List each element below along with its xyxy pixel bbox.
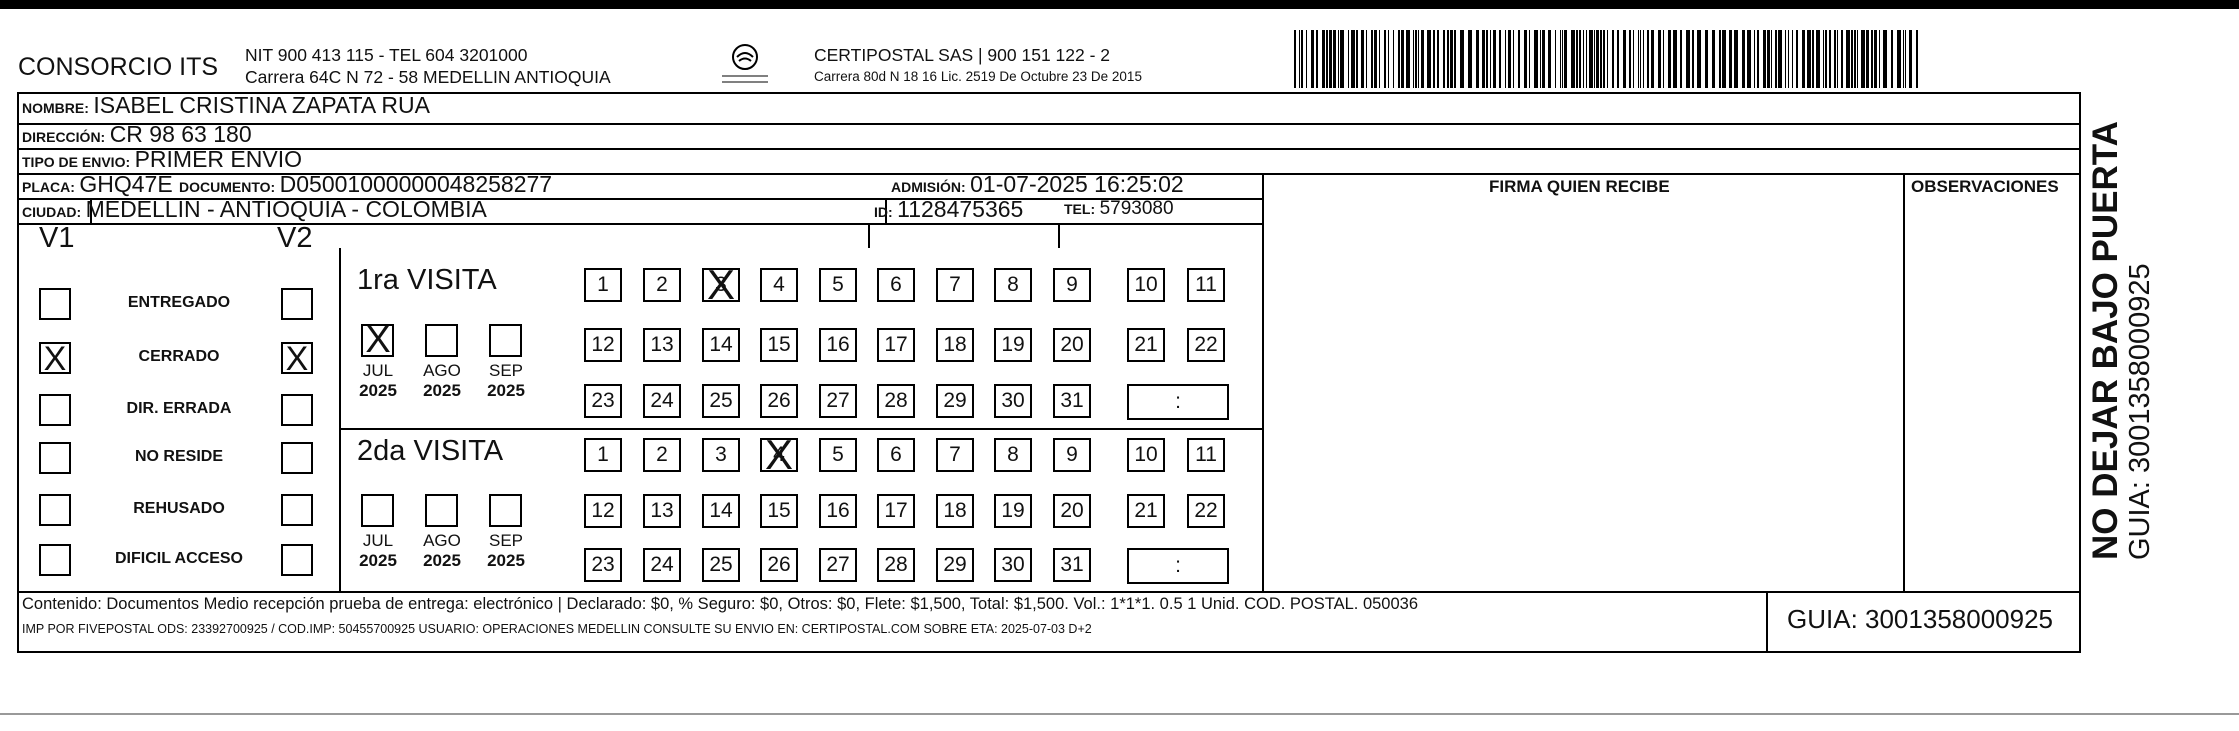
visit2-day-9[interactable]: 9	[1053, 438, 1091, 472]
visit2-day-4[interactable]: 4 X	[760, 438, 798, 472]
visit2-day-7[interactable]: 7	[936, 438, 974, 472]
visit2-day-23[interactable]: 23	[584, 548, 622, 582]
tipo-envio-row	[22, 146, 302, 173]
documento-label: DOCUMENTO:	[179, 179, 276, 195]
observaciones-header: OBSERVACIONES	[1911, 177, 2059, 196]
carrier-info-block	[814, 44, 1142, 88]
visit2-day-5[interactable]: 5	[819, 438, 857, 472]
visit1-day-6[interactable]: 6	[877, 268, 915, 302]
admision-cell	[891, 171, 1184, 198]
v2-header: V2	[277, 222, 313, 254]
direccion-row	[22, 121, 252, 148]
v1-checkbox-dificil-acceso[interactable]	[39, 544, 71, 576]
visit1-day-23[interactable]: 23	[584, 384, 622, 418]
visit2-day-24[interactable]: 24	[643, 548, 681, 582]
visit2-title: 2da VISITA	[357, 435, 504, 467]
tipo-envio-value: PRIMER ENVIO	[134, 146, 302, 172]
visit1-day-17[interactable]: 17	[877, 328, 915, 362]
visit1-day-21[interactable]: 21	[1127, 328, 1165, 362]
visit1-day-7[interactable]: 7	[936, 268, 974, 302]
visit2-day-6[interactable]: 6	[877, 438, 915, 472]
visit2-day-31[interactable]: 31	[1053, 548, 1091, 582]
visit2-day-30[interactable]: 30	[994, 548, 1032, 582]
visit1-month-label: JUL 2025	[359, 361, 397, 400]
visit1-day-3[interactable]: 3 X	[702, 268, 740, 302]
visit2-day-16[interactable]: 16	[819, 494, 857, 528]
visit2-day-27[interactable]: 27	[819, 548, 857, 582]
visit2-day-21[interactable]: 21	[1127, 494, 1165, 528]
visit2-day-14[interactable]: 14	[702, 494, 740, 528]
status-label-dir-errada: DIR. ERRADA	[126, 400, 232, 417]
nombre-value: ISABEL CRISTINA ZAPATA RUA	[93, 92, 430, 118]
v2-checkbox-rehusado[interactable]	[281, 494, 313, 526]
id-value: 1128475365	[897, 196, 1024, 222]
side-labels	[2087, 121, 2155, 560]
visit1-day-30[interactable]: 30	[994, 384, 1032, 418]
visit2-day-18[interactable]: 18	[936, 494, 974, 528]
nombre-label: NOMBRE:	[22, 100, 89, 116]
placa-value: GHQ47E	[79, 171, 173, 197]
visit2-time-field[interactable]: :	[1127, 548, 1229, 584]
visit1-day-26[interactable]: 26	[760, 384, 798, 418]
visit1-day-9[interactable]: 9	[1053, 268, 1091, 302]
visit1-day-8[interactable]: 8	[994, 268, 1032, 302]
side-guia: GUIA: 3001358000925	[2124, 263, 2156, 560]
visit2-day-3[interactable]: 3	[702, 438, 740, 472]
visit2-day-29[interactable]: 29	[936, 548, 974, 582]
status-label-entregado: ENTREGADO	[127, 294, 231, 311]
visit1-month-checkbox-jul[interactable]	[361, 324, 394, 357]
visit1-day-1[interactable]: 1	[584, 268, 622, 302]
v2-checkbox-dir-errada[interactable]	[281, 394, 313, 426]
visit2-day-19[interactable]: 19	[994, 494, 1032, 528]
id-label: ID:	[874, 204, 893, 220]
v2-checkbox-no-reside[interactable]	[281, 442, 313, 474]
footer-imp-line: IMP POR FIVEPOSTAL ODS: 23392700925 / COD.IMP: 50455700925 USUARIO: OPERACIONES MEDELLIN CONSULTE SU ENVIO EN: CERTIPOSTAL.COM SOBRE ETA: 2025-07-03 D+2	[22, 622, 1092, 636]
visit2-month-checkbox-ago[interactable]	[425, 494, 458, 527]
status-label-dificil-acceso: DIFICIL ACCESO	[114, 550, 243, 567]
footer-content-line: Contenido: Documentos Medio recepción prueba de entrega: electrónico | Declarado: $0, % Seguro: $0, Otros: $0, Flete: $1,500, Total: $1,500. Vol.: 1*1*1. 0.5 1 Unid. COD. POSTAL. 050036	[22, 595, 1419, 613]
visit2-day-1[interactable]: 1	[584, 438, 622, 472]
status-label-no-reside: NO RESIDE	[134, 448, 223, 465]
visit1-day-2[interactable]: 2	[643, 268, 681, 302]
documento-cell	[179, 171, 552, 198]
company-nit-line: NIT 900 413 115 - TEL 604 3201000	[245, 45, 528, 65]
visit1-month-label: AGO 2025	[423, 361, 461, 400]
v1-checkbox-rehusado[interactable]	[39, 494, 71, 526]
visit1-day-10[interactable]: 10	[1127, 268, 1165, 302]
visit1-month-label: SEP 2025	[487, 361, 525, 400]
tel-label: TEL:	[1064, 201, 1096, 217]
tel-value: 5793080	[1099, 198, 1174, 219]
admision-label: ADMISIÓN:	[891, 179, 966, 195]
id-cell	[874, 196, 1023, 223]
v1-checkbox-dir-errada[interactable]	[39, 394, 71, 426]
firma-header: FIRMA QUIEN RECIBE	[1489, 177, 1670, 196]
ciudad-cell	[22, 196, 487, 223]
visit2-day-8[interactable]: 8	[994, 438, 1032, 472]
top-edge-bar	[0, 0, 2239, 9]
v2-checkbox-entregado[interactable]	[281, 288, 313, 320]
ciudad-label: CIUDAD:	[22, 204, 82, 220]
visit1-day-16[interactable]: 16	[819, 328, 857, 362]
visit2-day-26[interactable]: 26	[760, 548, 798, 582]
visit1-day-5[interactable]: 5	[819, 268, 857, 302]
visit2-day-17[interactable]: 17	[877, 494, 915, 528]
documento-value: D05001000000048258277	[279, 171, 553, 197]
visit1-day-29[interactable]: 29	[936, 384, 974, 418]
visit2-day-20[interactable]: 20	[1053, 494, 1091, 528]
visit1-day-13[interactable]: 13	[643, 328, 681, 362]
visit2-day-11[interactable]: 11	[1187, 438, 1225, 472]
tipo-envio-label: TIPO DE ENVIO:	[22, 154, 131, 170]
visit1-day-19[interactable]: 19	[994, 328, 1032, 362]
company-name: CONSORCIO ITS	[18, 53, 219, 81]
visit1-day-25[interactable]: 25	[702, 384, 740, 418]
placa-cell	[22, 171, 173, 198]
visit2-day-2[interactable]: 2	[643, 438, 681, 472]
tel-cell	[1064, 198, 1174, 220]
v2-checkbox-dificil-acceso[interactable]	[281, 544, 313, 576]
visit1-day-4[interactable]: 4	[760, 268, 798, 302]
barcode	[1294, 30, 1922, 88]
carrier-address-line: Carrera 80d N 18 16 Lic. 2519 De Octubre 23 De 2015	[814, 69, 1142, 84]
v2-checkbox-cerrado[interactable]	[281, 342, 313, 374]
placa-label: PLACA:	[22, 179, 75, 195]
carrier-name-line: CERTIPOSTAL SAS | 900 151 122 - 2	[814, 45, 1111, 65]
v1-header: V1	[39, 222, 75, 254]
certipostal-logo-icon	[710, 42, 780, 92]
visit1-month-checkbox-ago[interactable]	[425, 324, 458, 357]
visit2-month-checkbox-sep[interactable]	[489, 494, 522, 527]
visit1-month-checkbox-sep[interactable]	[489, 324, 522, 357]
visit1-day-22[interactable]: 22	[1187, 328, 1225, 362]
visit1-day-24[interactable]: 24	[643, 384, 681, 418]
visit2-month-checkbox-jul[interactable]	[361, 494, 394, 527]
status-label-rehusado: REHUSADO	[133, 500, 225, 517]
visit2-month-label: SEP 2025	[487, 531, 525, 570]
v1-checkbox-no-reside[interactable]	[39, 442, 71, 474]
visit1-day-11[interactable]: 11	[1187, 268, 1225, 302]
visit1-day-28[interactable]: 28	[877, 384, 915, 418]
visit1-time-field[interactable]: :	[1127, 384, 1229, 420]
page-bottom-line	[0, 713, 2239, 715]
visit1-day-12[interactable]: 12	[584, 328, 622, 362]
visit2-day-25[interactable]: 25	[702, 548, 740, 582]
visit1-day-14[interactable]: 14	[702, 328, 740, 362]
visit2-month-label: JUL 2025	[359, 531, 397, 570]
v1-checkbox-cerrado[interactable]	[39, 342, 71, 374]
visit1-day-20[interactable]: 20	[1053, 328, 1091, 362]
v1-checkbox-entregado[interactable]	[39, 288, 71, 320]
no-dejar-warning: NO DEJAR BAJO PUERTA	[2086, 121, 2125, 560]
visit2-day-12[interactable]: 12	[584, 494, 622, 528]
admision-value: 01-07-2025 16:25:02	[970, 171, 1184, 197]
visit1-day-31[interactable]: 31	[1053, 384, 1091, 418]
visit2-day-22[interactable]: 22	[1187, 494, 1225, 528]
footer-guia: GUIA: 3001358000925	[1787, 604, 2053, 634]
visit2-month-label: AGO 2025	[423, 531, 461, 570]
company-nit-block	[245, 44, 611, 88]
direccion-label: DIRECCIÓN:	[22, 129, 106, 145]
visit2-day-15[interactable]: 15	[760, 494, 798, 528]
company-address-line: Carrera 64C N 72 - 58 MEDELLIN ANTIOQUIA	[245, 67, 611, 87]
delivery-form	[17, 92, 2081, 653]
ciudad-value: MEDELLIN - ANTIOQUIA - COLOMBIA	[85, 196, 487, 222]
visit1-title: 1ra VISITA	[357, 264, 497, 296]
direccion-value: CR 98 63 180	[109, 121, 252, 147]
visit1-day-18[interactable]: 18	[936, 328, 974, 362]
visit2-day-28[interactable]: 28	[877, 548, 915, 582]
visit1-day-27[interactable]: 27	[819, 384, 857, 418]
visit1-day-15[interactable]: 15	[760, 328, 798, 362]
status-label-cerrado: CERRADO	[138, 348, 220, 365]
visit2-day-10[interactable]: 10	[1127, 438, 1165, 472]
nombre-row	[22, 92, 430, 119]
visit2-day-13[interactable]: 13	[643, 494, 681, 528]
